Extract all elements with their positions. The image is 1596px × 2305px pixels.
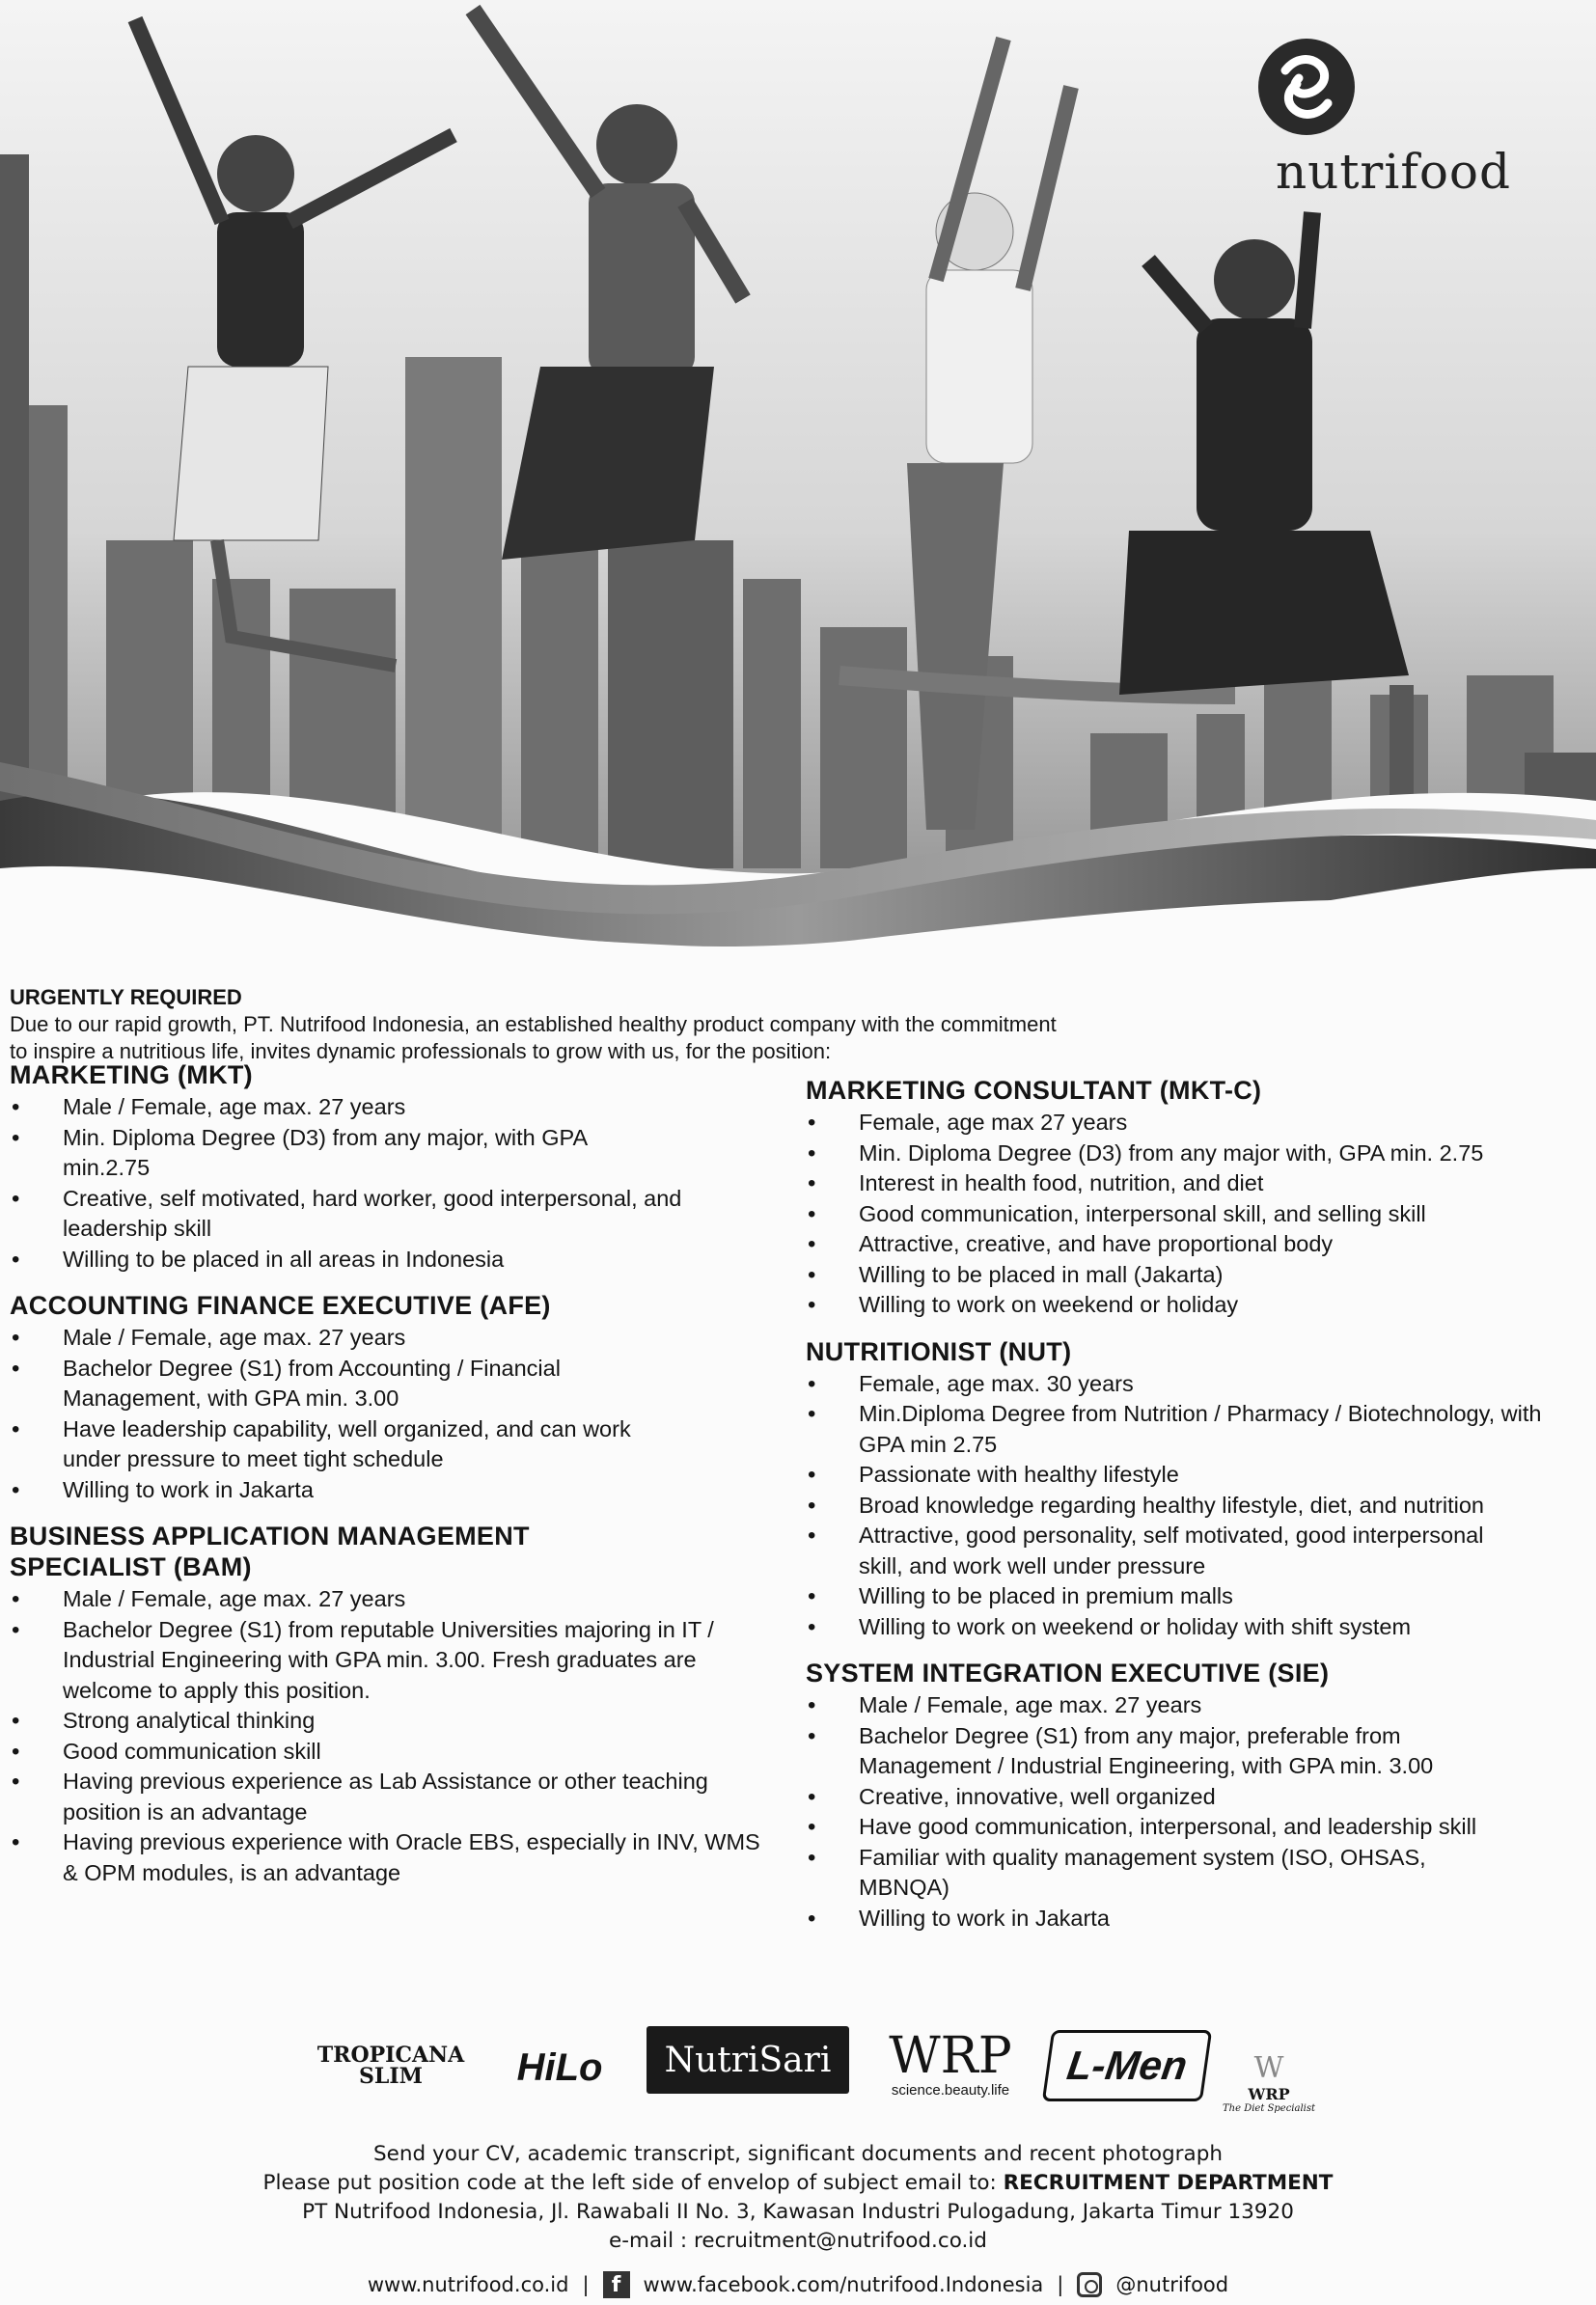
requirement-item: • Willing to work in Jakarta xyxy=(806,1904,1587,1935)
social-handle[interactable]: @nutrifood xyxy=(1115,2273,1229,2296)
requirement-item: • Willing to be placed in all areas in Indonesia xyxy=(10,1245,782,1276)
brand-logos xyxy=(318,2013,1332,2128)
requirement-item: • Male / Female, age max. 27 years xyxy=(10,1323,782,1354)
requirement-item: • Have leadership capability, well organized, and can work under pressure to meet tight schedule xyxy=(10,1414,782,1475)
wrp-diet-center-logo xyxy=(1221,2034,1317,2130)
requirements-list xyxy=(10,1323,782,1505)
application-instructions xyxy=(0,2140,1596,2256)
urgent-heading: URGENTLY REQUIRED xyxy=(10,985,242,1009)
requirement-item: • Attractive, creative, and have proportional body xyxy=(806,1229,1587,1260)
requirement-item: • Min. Diploma Degree (D3) from any major with, GPA min. 2.75 xyxy=(806,1139,1587,1169)
separator: | xyxy=(582,2273,590,2296)
nutrifood-logo-icon xyxy=(1249,34,1364,140)
position-title: BUSINESS APPLICATION MANAGEMENT SPECIALIST (BAM) xyxy=(10,1522,530,1581)
tropicana-slim-logo xyxy=(318,2034,463,2098)
requirement-item: • Bachelor Degree (S1) from Accounting / Financial Management, with GPA min. 3.00 xyxy=(10,1354,782,1414)
position-title: SYSTEM INTEGRATION EXECUTIVE (SIE) xyxy=(806,1659,1330,1688)
wrp-logo xyxy=(878,2020,1023,2107)
requirement-item: • Min.Diploma Degree from Nutrition / Pharmacy / Biotechnology, with GPA min 2.75 xyxy=(806,1399,1587,1460)
requirement-item: • Male / Female, age max. 27 years xyxy=(806,1690,1587,1721)
position-nut xyxy=(806,1336,1587,1643)
requirements-list xyxy=(10,1584,782,1888)
position-afe xyxy=(10,1290,782,1505)
requirements-list xyxy=(10,1092,782,1275)
requirement-item: • Strong analytical thinking xyxy=(10,1706,782,1737)
requirements-list xyxy=(806,1690,1587,1934)
tropicana-word: TROPICANA xyxy=(316,2043,465,2068)
requirement-item: • Have good communication, interpersonal, and leadership skill xyxy=(806,1812,1587,1843)
requirement-item: • Female, age max 27 years xyxy=(806,1108,1587,1139)
wrp-word: WRP xyxy=(889,2026,1012,2085)
hero-image xyxy=(0,0,1596,965)
requirement-item: • Interest in health food, nutrition, and diet xyxy=(806,1168,1587,1199)
requirement-item: • Attractive, good personality, self motivated, good interpersonal skill, and work well under pressure xyxy=(806,1521,1587,1581)
website-link[interactable]: www.nutrifood.co.id xyxy=(367,2273,569,2296)
company-address: PT Nutrifood Indonesia, Jl. Rawabali II No. 3, Kawasan Industri Pulogadung, Jakarta Timur 13920 xyxy=(302,2200,1294,2224)
requirement-item: • Willing to work on weekend or holiday xyxy=(806,1290,1587,1321)
w-monogram-icon: W xyxy=(1253,2050,1284,2085)
requirement-item: • Willing to be placed in premium malls xyxy=(806,1581,1587,1612)
requirement-item: • Passionate with healthy lifestyle xyxy=(806,1460,1587,1491)
facebook-link[interactable]: www.facebook.com/nutrifood.Indonesia xyxy=(643,2273,1044,2296)
requirement-item: • Willing to work on weekend or holiday with shift system xyxy=(806,1612,1587,1643)
position-title: NUTRITIONIST (NUT) xyxy=(806,1336,1072,1366)
slim-word: SLIM xyxy=(359,2064,423,2089)
requirement-item: • Bachelor Degree (S1) from reputable Universities majoring in IT / Industrial Engineering with GPA min. 3.00. Fresh graduates are welcome to apply this position. xyxy=(10,1615,782,1707)
position-title: MARKETING CONSULTANT (MKT-C) xyxy=(806,1076,1262,1105)
position-mkt-c xyxy=(806,1075,1587,1321)
requirement-item: • Bachelor Degree (S1) from any major, preferable from Management / Industrial Engineering, with GPA min. 3.00 xyxy=(806,1721,1587,1782)
instagram-icon xyxy=(1077,2272,1102,2297)
facebook-icon: f xyxy=(603,2271,630,2298)
wrp-diet-tagline: The Diet Specialist xyxy=(1222,2102,1315,2114)
requirement-item: • Having previous experience as Lab Assistance or other teaching position is an advantage xyxy=(10,1767,782,1827)
requirement-item: • Willing to work in Jakarta xyxy=(10,1475,782,1506)
intro-line-2: to inspire a nutritious life, invites dynamic professionals to grow with us, for the position: xyxy=(10,1039,832,1063)
requirement-item: • Male / Female, age max. 27 years xyxy=(10,1584,782,1615)
position-title: MARKETING (MKT) xyxy=(10,1060,253,1089)
position-sie xyxy=(806,1658,1587,1934)
requirement-item: • Female, age max. 30 years xyxy=(806,1369,1587,1400)
requirement-item: • Familiar with quality management system (ISO, OHSAS, MBNQA) xyxy=(806,1843,1587,1904)
requirement-item: • Creative, innovative, well organized xyxy=(806,1782,1587,1813)
position-mkt xyxy=(10,1059,782,1275)
requirement-item: • Min. Diploma Degree (D3) from any major, with GPA min.2.75 xyxy=(10,1123,782,1184)
requirement-item: • Good communication, interpersonal skill, and selling skill xyxy=(806,1199,1587,1230)
nutrisari-logo: NutriSari xyxy=(647,2026,849,2094)
hilo-logo: HiLo xyxy=(516,2046,603,2089)
wrp-diet-word: WRP xyxy=(1248,2084,1290,2103)
position-bam xyxy=(10,1521,782,1888)
requirement-item: • Willing to be placed in mall (Jakarta) xyxy=(806,1260,1587,1291)
footer-line-1: Send your CV, academic transcript, significant documents and recent photograph xyxy=(373,2142,1223,2166)
footer-line-2 xyxy=(0,2169,1596,2198)
social-links xyxy=(0,2271,1596,2298)
brand-wordmark: nutrifood xyxy=(1275,144,1512,200)
right-column xyxy=(806,1075,1587,1949)
nutrifood-logo xyxy=(1249,34,1538,200)
requirement-item: • Having previous experience with Oracle EBS, especially in INV, WMS & OPM modules, is an advantage xyxy=(10,1827,782,1888)
requirement-item: • Creative, self motivated, hard worker, good interpersonal, and leadership skill xyxy=(10,1184,782,1245)
requirements-list xyxy=(806,1369,1587,1643)
recruitment-department: RECRUITMENT DEPARTMENT xyxy=(1003,2171,1334,2195)
requirement-item: • Good communication skill xyxy=(10,1737,782,1768)
requirement-item: • Male / Female, age max. 27 years xyxy=(10,1092,782,1123)
footer-line-2-text: Please put position code at the left side of envelop of subject email to: xyxy=(262,2171,997,2195)
intro-line-1: Due to our rapid growth, PT. Nutrifood Indonesia, an established healthy product company with the commitment xyxy=(10,1012,1057,1036)
wrp-tagline: science.beauty.life xyxy=(891,2081,1010,2099)
position-title: ACCOUNTING FINANCE EXECUTIVE (AFE) xyxy=(10,1291,551,1320)
contact-email[interactable]: e-mail : recruitment@nutrifood.co.id xyxy=(609,2229,987,2253)
requirements-list xyxy=(806,1108,1587,1321)
left-column xyxy=(10,1059,782,1904)
separator: | xyxy=(1057,2273,1064,2296)
requirement-item: • Broad knowledge regarding healthy lifestyle, diet, and nutrition xyxy=(806,1491,1587,1522)
lmen-logo: L-Men xyxy=(1042,2030,1212,2101)
intro-section xyxy=(10,984,1361,1065)
